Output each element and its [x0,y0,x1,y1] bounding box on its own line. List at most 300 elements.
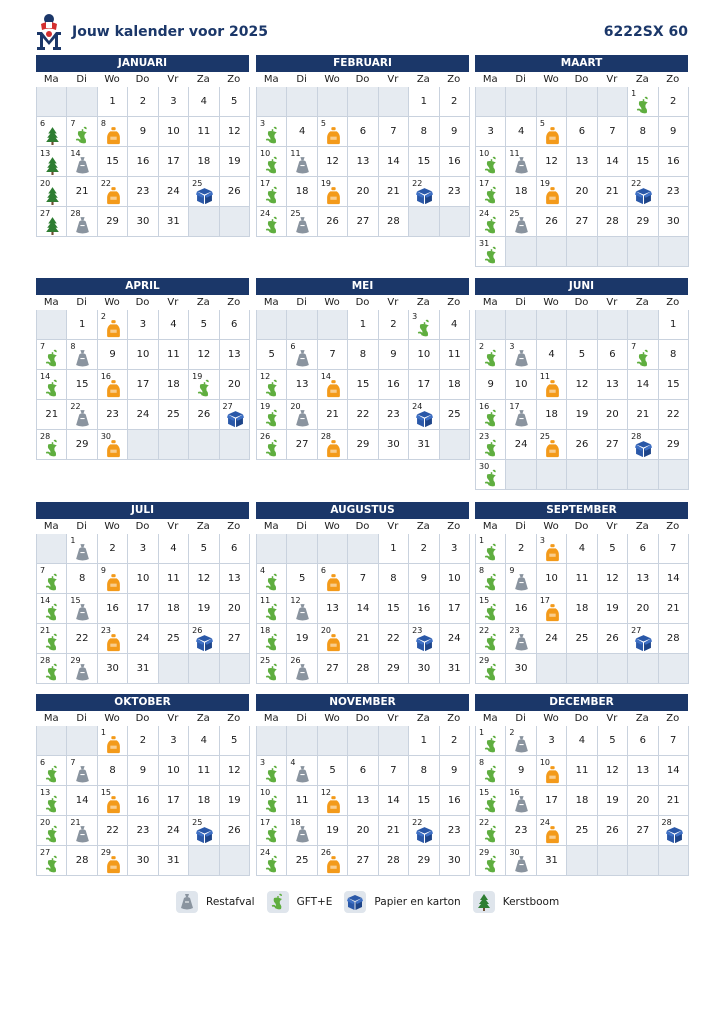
day-number: 7 [631,342,637,351]
day-cell [257,400,287,430]
weekday-label: Zo [666,74,680,85]
day-number: 15 [70,596,81,605]
bottle-icon [325,855,342,874]
day-number: 4 [200,96,207,107]
day-cell [348,654,378,684]
apple-core-icon [483,855,500,874]
day-cell [567,594,597,624]
bottle-icon [105,855,122,874]
day-number: 20 [636,603,650,614]
day-cell [318,430,348,460]
day-cell [598,816,628,846]
day-number: 1 [479,728,485,737]
apple-core-icon [483,633,500,652]
weekday-label: Za [196,74,210,85]
day-cell [189,400,219,430]
day-number: 6 [231,319,238,330]
day-cell [159,340,189,370]
day-cell [220,340,250,370]
weekday-label: Vr [167,713,179,724]
day-cell [348,177,378,207]
day-cell [567,147,597,177]
day-cell [537,624,567,654]
day-number: 15 [417,156,431,167]
day-number: 17 [417,379,431,390]
day-number: 24 [514,439,528,450]
day-cell [506,786,536,816]
day-cell [506,534,536,564]
day-cell [67,654,97,684]
day-number: 25 [192,818,203,827]
day-number: 1 [670,319,677,330]
trash-bag-icon [513,349,530,368]
day-number: 16 [136,795,150,806]
day-number: 23 [136,825,150,836]
day-number: 22 [356,409,370,420]
day-cell [659,726,689,756]
day-cell [440,177,470,207]
box-icon [196,825,213,844]
weekday-header [36,295,249,310]
day-number: 20 [636,795,650,806]
day-cell [189,816,219,846]
day-cell [379,147,409,177]
day-cell [159,564,189,594]
empty-day-cell [37,310,67,340]
weekday-label: Wo [543,521,559,532]
day-number: 11 [575,573,589,584]
day-number: 8 [420,765,427,776]
day-cell [659,534,689,564]
day-number: 17 [509,402,520,411]
day-cell [379,594,409,624]
day-cell [348,340,378,370]
weekday-label: Zo [447,713,461,724]
day-cell [409,624,439,654]
bottle-icon [105,573,122,592]
empty-day-cell [220,654,250,684]
day-number: 30 [447,855,461,866]
box-icon [635,633,652,652]
day-number: 22 [387,633,400,644]
day-cell [67,370,97,400]
weekday-label: Vr [387,713,399,724]
apple-core-icon [44,439,61,458]
day-cell [257,846,287,876]
day-number: 1 [78,319,86,330]
day-cell [506,340,536,370]
day-number: 27 [227,633,241,644]
empty-day-cell [598,846,628,876]
day-cell [598,117,628,147]
day-cell [628,756,658,786]
trash-bag-icon [513,573,530,592]
empty-day-cell [659,237,689,267]
weekday-label: Zo [447,74,461,85]
day-cell [159,846,189,876]
day-cell [537,846,567,876]
day-cell [506,756,536,786]
empty-day-cell [257,87,287,117]
day-number: 19 [227,795,241,806]
day-number: 15 [100,788,112,797]
weekday-label: Do [135,74,150,85]
apple-core-icon [483,795,500,814]
day-number: 20 [356,186,370,197]
empty-day-cell [37,726,67,756]
bottle-icon [105,633,122,652]
day-cell [659,370,689,400]
month-februari [256,55,469,237]
day-number: 2 [451,96,458,107]
day-cell [318,756,348,786]
apple-core-icon [483,246,500,265]
day-cell [440,370,470,400]
month-title: AUGUSTUS [256,502,469,519]
day-cell [440,310,470,340]
weekday-label: Ma [263,521,279,532]
weekday-label: Za [635,74,649,85]
day-cell [189,534,219,564]
weekday-label: Vr [167,521,179,532]
day-cell [537,816,567,846]
day-cell [287,624,317,654]
day-cell [318,400,348,430]
day-cell [189,177,219,207]
apple-core-icon [264,633,281,652]
trash-bag-icon [74,156,91,175]
day-cell [476,756,506,786]
day-number: 27 [40,848,51,857]
day-number: 10 [260,788,271,797]
day-number: 23 [479,432,490,441]
day-number: 1 [420,735,427,746]
box-icon [196,633,213,652]
day-cell [98,430,128,460]
empty-day-cell [598,237,628,267]
day-number: 9 [670,126,677,137]
day-number: 16 [387,379,400,390]
day-cell [159,87,189,117]
day-number: 23 [514,825,528,836]
day-number: 31 [136,663,150,674]
day-cell [567,117,597,147]
empty-day-cell [318,310,348,340]
day-cell [598,594,628,624]
day-cell [348,207,378,237]
day-number: 1 [390,543,397,554]
day-grid [256,534,469,684]
apple-core-icon [264,126,281,145]
day-number: 11 [260,596,271,605]
day-number: 3 [509,342,515,351]
day-cell [476,207,506,237]
day-cell [287,654,317,684]
apple-core-icon [44,663,61,682]
day-number: 3 [539,536,545,545]
apple-core-icon [44,633,61,652]
day-cell [257,340,287,370]
bottle-icon [325,379,342,398]
bottle-icon [544,439,561,458]
weekday-label: Do [355,713,370,724]
trash-bag-icon [294,603,311,622]
day-number: 19 [606,603,619,614]
month-title: JULI [36,502,249,519]
day-number: 20 [227,379,241,390]
day-cell [598,430,628,460]
day-cell [476,430,506,460]
apple-core-icon [483,825,500,844]
day-cell [598,624,628,654]
box-icon [416,825,433,844]
day-number: 17 [260,179,271,188]
weekday-header [475,295,688,310]
day-cell [537,207,567,237]
day-cell [98,534,128,564]
day-cell [220,400,250,430]
day-number: 9 [487,379,494,390]
day-cell [348,147,378,177]
day-number: 29 [100,848,112,857]
month-title: NOVEMBER [256,694,469,711]
day-number: 17 [545,795,558,806]
weekday-label: Di [296,297,307,308]
weekday-label: Za [416,297,430,308]
day-number: 29 [479,848,490,857]
bottle-icon [105,319,122,338]
box-icon [416,633,433,652]
day-cell [537,400,567,430]
weekday-label: Wo [104,521,120,532]
day-cell [440,726,470,756]
day-cell [98,846,128,876]
month-oktober [36,694,249,876]
day-cell [379,654,409,684]
day-number: 28 [631,432,642,441]
day-number: 25 [575,825,589,836]
day-cell [598,564,628,594]
day-cell [598,534,628,564]
day-cell [476,654,506,684]
day-cell [440,756,470,786]
day-number: 2 [109,543,116,554]
empty-day-cell [567,460,597,490]
day-cell [659,117,689,147]
day-cell [98,310,128,340]
day-number: 8 [479,566,485,575]
day-cell [189,726,219,756]
day-number: 5 [200,319,207,330]
day-number: 15 [356,379,370,390]
day-cell [128,786,158,816]
day-cell [318,816,348,846]
day-cell [476,117,506,147]
day-number: 3 [139,543,147,554]
day-number: 4 [578,543,586,554]
day-cell [128,846,158,876]
legend-item-gft [267,891,333,913]
day-cell [440,624,470,654]
day-cell [506,624,536,654]
empty-day-cell [659,654,689,684]
day-number: 1 [109,96,116,107]
day-number: 29 [387,663,400,674]
trash-bag-icon [74,765,91,784]
day-cell [128,117,158,147]
empty-day-cell [598,87,628,117]
day-cell [659,594,689,624]
day-number: 14 [387,156,400,167]
day-cell [98,400,128,430]
day-cell [98,87,128,117]
apple-core-icon [267,891,289,913]
month-maart [475,55,688,267]
day-number: 26 [326,216,339,227]
weekday-label: Di [515,297,526,308]
day-cell [348,816,378,846]
apple-core-icon [44,855,61,874]
day-cell [189,147,219,177]
day-number: 29 [479,656,490,665]
day-number: 27 [636,825,650,836]
day-cell [98,726,128,756]
day-cell [128,816,158,846]
weekday-header [256,519,469,534]
day-cell [159,370,189,400]
day-cell [440,594,470,624]
day-cell [37,816,67,846]
box-icon [416,186,433,205]
day-number: 22 [70,402,81,411]
day-cell [476,147,506,177]
day-number: 22 [100,179,112,188]
box-icon [416,409,433,428]
apple-core-icon [264,765,281,784]
day-cell [659,147,689,177]
day-cell [189,756,219,786]
day-number: 10 [167,765,180,776]
day-number: 3 [170,96,177,107]
day-number: 8 [390,573,397,584]
apple-core-icon [74,126,91,145]
day-number: 26 [260,432,271,441]
day-grid [36,726,249,876]
weekday-label: Vr [606,713,618,724]
day-number: 13 [575,156,589,167]
day-cell [476,400,506,430]
day-cell [67,117,97,147]
day-cell [379,117,409,147]
trash-bag-icon [74,409,91,428]
day-cell [257,117,287,147]
day-cell [379,207,409,237]
box-icon [344,891,366,913]
apple-core-icon [483,186,500,205]
weekday-label: Vr [167,297,179,308]
day-cell [287,846,317,876]
empty-day-cell [379,726,409,756]
day-number: 1 [479,536,485,545]
day-number: 21 [75,186,89,197]
day-number: 27 [356,216,370,227]
christmas-tree-icon [44,156,61,175]
legend-label: GFT+E [296,896,333,908]
day-number: 26 [290,656,301,665]
day-cell [67,310,97,340]
day-number: 8 [420,126,427,137]
day-number: 9 [100,566,106,575]
empty-day-cell [537,460,567,490]
day-cell [189,786,219,816]
day-number: 4 [451,319,458,330]
day-cell [567,624,597,654]
day-number: 30 [514,663,528,674]
day-number: 26 [606,825,619,836]
weekday-label: Wo [324,297,340,308]
day-grid [475,726,688,876]
day-number: 31 [479,239,490,248]
day-number: 10 [479,149,490,158]
day-number: 16 [136,156,150,167]
apple-core-icon [483,543,500,562]
day-cell [189,340,219,370]
day-number: 5 [609,543,616,554]
empty-day-cell [567,310,597,340]
empty-day-cell [287,310,317,340]
bottle-icon [105,439,122,458]
weekday-label: Di [296,521,307,532]
day-cell [506,816,536,846]
day-cell [98,177,128,207]
day-cell [98,370,128,400]
day-cell [379,177,409,207]
day-cell [257,654,287,684]
day-number: 18 [167,603,180,614]
day-number: 5 [609,735,616,746]
day-number: 14 [70,149,81,158]
day-cell [537,370,567,400]
day-cell [128,756,158,786]
empty-day-cell [220,846,250,876]
empty-day-cell [318,534,348,564]
day-cell [318,786,348,816]
day-number: 7 [40,566,46,575]
weekday-label: Zo [666,713,680,724]
day-number: 26 [320,848,332,857]
day-cell [379,310,409,340]
day-number: 16 [417,603,431,614]
day-number: 27 [40,209,51,218]
day-cell [567,400,597,430]
trash-bag-icon [294,349,311,368]
day-cell [659,87,689,117]
day-number: 22 [412,818,423,827]
day-number: 26 [192,626,203,635]
day-number: 9 [139,765,147,776]
day-number: 15 [479,596,490,605]
box-icon [635,439,652,458]
day-number: 31 [167,216,180,227]
day-cell [537,564,567,594]
day-cell [409,87,439,117]
day-cell [628,117,658,147]
day-cell [537,177,567,207]
day-number: 16 [479,402,490,411]
weekday-label: Ma [263,713,279,724]
day-number: 4 [548,349,555,360]
bottle-icon [325,126,342,145]
